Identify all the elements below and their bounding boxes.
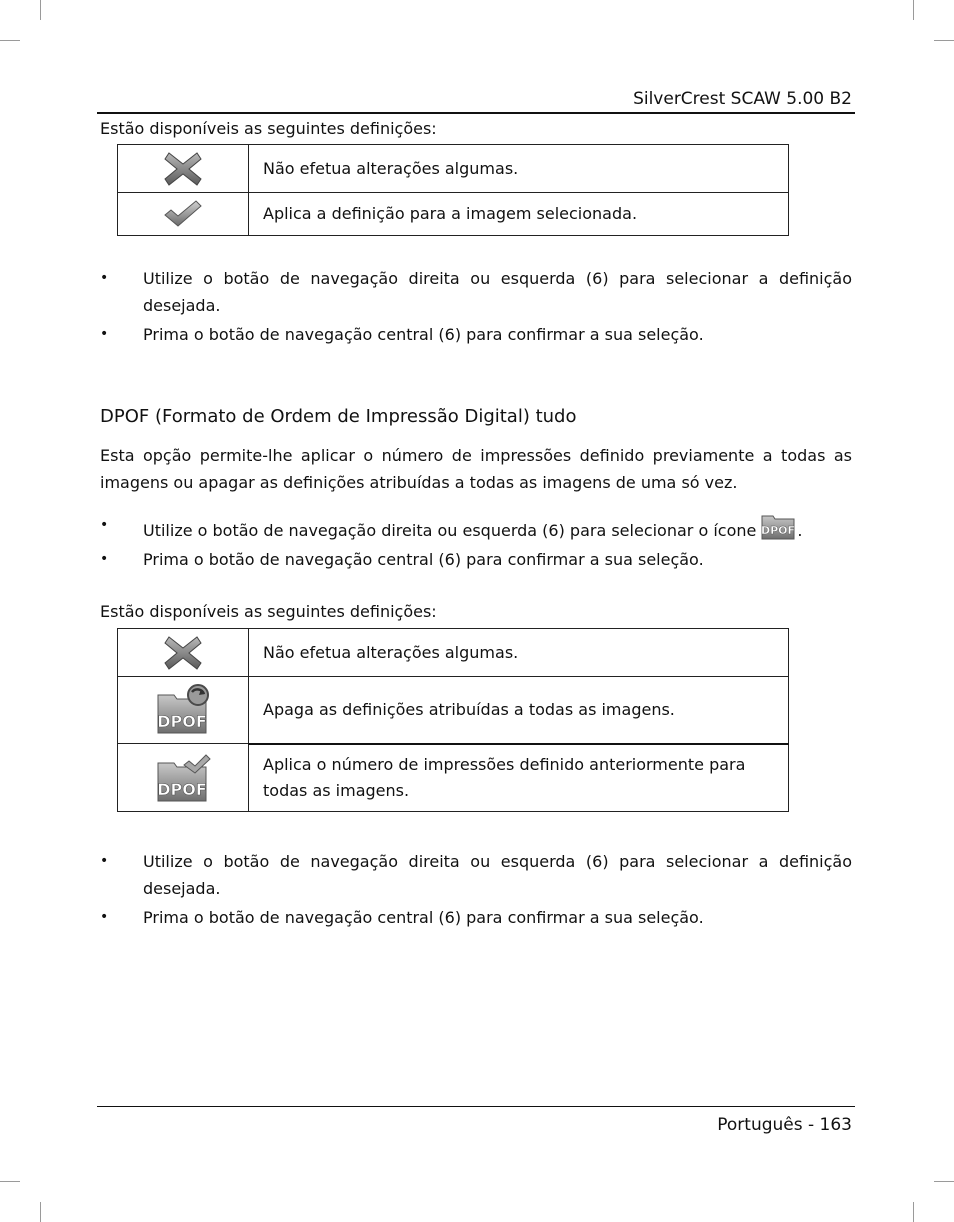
crop-mark (0, 40, 20, 41)
bullet-glyph: • (100, 326, 109, 342)
bullet-glyph: • (100, 270, 109, 286)
crop-mark (0, 1181, 20, 1182)
list-item (100, 904, 852, 931)
row-description: Não efetua alterações algumas. (249, 629, 789, 677)
icon-cell (118, 677, 249, 744)
section-heading: DPOF (Formato de Ordem de Impressão Digital) tudo (100, 406, 577, 427)
section-paragraph: Esta opção permite-lhe aplicar o número de impressões definido previamente a todas as imagens ou apagar as definições atribuídas a todas as imagens de uma só vez. (100, 446, 852, 492)
crop-mark (40, 0, 41, 20)
icon-cell (118, 744, 249, 812)
list-item-text-suffix: . (797, 521, 803, 540)
definitions-intro: Estão disponíveis as seguintes definições: (100, 119, 437, 138)
page-footer: Português - 163 (717, 1115, 852, 1135)
bullet-list (100, 848, 852, 933)
crop-mark (934, 1181, 954, 1182)
list-item-text: Utilize o botão de navegação direita ou esquerda (6) para selecionar a definição desejada. (143, 269, 852, 315)
definitions-table (117, 144, 789, 236)
table-row (118, 744, 789, 812)
checkmark-icon (163, 199, 203, 229)
table-row (118, 677, 789, 744)
crop-mark (913, 1202, 914, 1222)
list-item (100, 512, 852, 544)
bullet-glyph: • (100, 853, 109, 869)
row-description: Aplica o número de impressões definido anteriormente para todas as imagens. (249, 744, 789, 812)
row-description: Apaga as definições atribuídas a todas as imagens. (249, 677, 789, 744)
footer-rule (97, 1106, 855, 1107)
dpof-delete-icon (154, 683, 212, 737)
cross-icon (163, 151, 203, 187)
list-item-text: Prima o botão de navegação central (6) para confirmar a sua seleção. (143, 550, 704, 569)
cross-icon (163, 635, 203, 671)
list-item-text: Utilize o botão de navegação direita ou esquerda (6) para selecionar o ícone (143, 521, 757, 540)
list-item-text: Utilize o botão de navegação direita ou esquerda (6) para selecionar a definição desejada. (143, 852, 852, 898)
dpof-check-icon (154, 751, 212, 805)
crop-mark (913, 0, 914, 20)
bullet-list (100, 265, 852, 350)
icon-cell (118, 193, 249, 236)
list-item (100, 321, 852, 348)
bullet-glyph: • (100, 909, 109, 925)
row-description: Aplica a definição para a imagem selecionada. (249, 193, 789, 236)
dpof-label: DPOF (157, 779, 207, 799)
bullet-glyph: • (100, 517, 109, 533)
table-row (118, 629, 789, 677)
row-description: Não efetua alterações algumas. (249, 145, 789, 193)
table-row (118, 145, 789, 193)
dpof-label: DPOF (157, 712, 207, 731)
definitions-intro: Estão disponíveis as seguintes definições: (100, 602, 437, 621)
bullet-list (100, 512, 852, 575)
dpof-label: DPOF (761, 524, 796, 537)
icon-cell (118, 629, 249, 677)
crop-mark (934, 40, 954, 41)
list-item (100, 546, 852, 573)
definitions-table (117, 628, 789, 812)
bullet-glyph: • (100, 551, 109, 567)
list-item-text: Prima o botão de navegação central (6) para confirmar a sua seleção. (143, 325, 704, 344)
header-rule (97, 112, 855, 114)
dpof-icon (759, 512, 797, 542)
table-row (118, 193, 789, 236)
icon-cell (118, 145, 249, 193)
list-item-text: Prima o botão de navegação central (6) para confirmar a sua seleção. (143, 908, 704, 927)
list-item (100, 848, 852, 902)
crop-mark (40, 1202, 41, 1222)
header-title: SilverCrest SCAW 5.00 B2 (633, 89, 852, 109)
list-item (100, 265, 852, 319)
